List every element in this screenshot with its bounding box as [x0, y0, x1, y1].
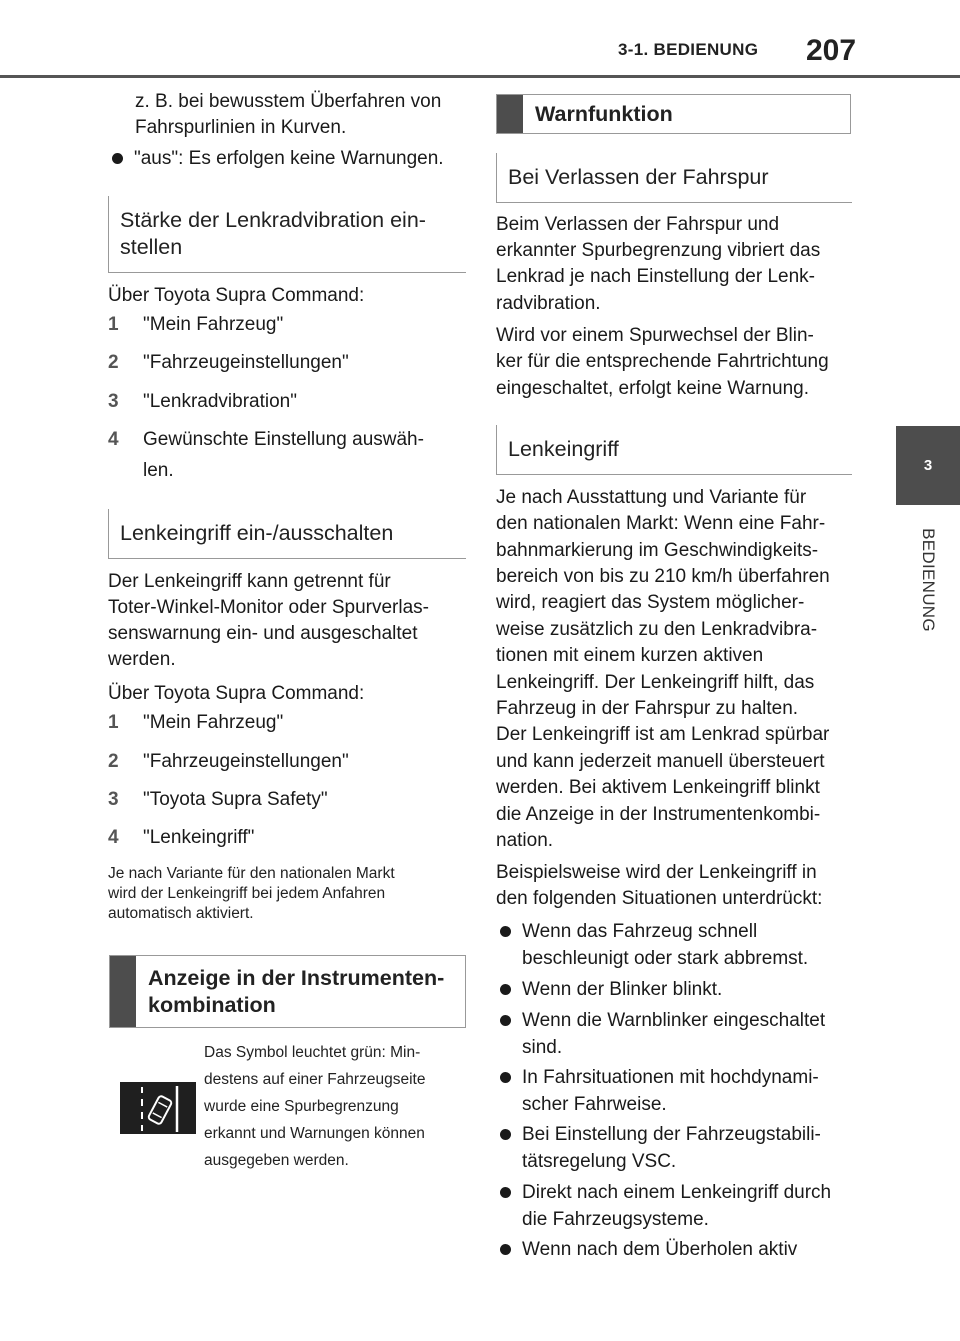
para-line: Beispielsweise wird der Lenkeingriff in [496, 862, 817, 883]
step-text: len. [143, 460, 174, 481]
step-text: Gewünschte Einstellung auswäh- [143, 429, 424, 450]
heading-warnfunktion [496, 94, 851, 134]
para-line: Wird vor einem Spurwechsel der Blin- [496, 325, 814, 346]
header-rule [0, 75, 960, 78]
bullet-line: Wenn die Warnblinker eingeschaltet [522, 1010, 826, 1031]
step-text: "Fahrzeugeinstellungen" [143, 352, 349, 373]
para-line: bahnmarkierung im Geschwindigkeits- [496, 540, 819, 561]
step-number: 4 [108, 429, 119, 450]
heading-anzeige [109, 955, 466, 1028]
para-line: wird, reagiert das System möglicher- [496, 592, 805, 613]
heading-line: Bei Verlassen der Fahrspur [508, 165, 769, 189]
bullet-line: scher Fahrweise. [522, 1093, 667, 1115]
step-item-continued [108, 458, 174, 485]
icon-desc-line: Das Symbol leuchtet grün: Min- [204, 1044, 421, 1061]
heading-bar [110, 956, 136, 1027]
step-text: "Mein Fahrzeug" [143, 712, 284, 733]
chapter-label [896, 520, 960, 640]
bullet-item [496, 1122, 821, 1175]
para-line: nation. [496, 830, 554, 851]
lane-departure-icon [120, 1082, 196, 1134]
step-item [108, 787, 328, 814]
bullet-line: Wenn der Blinker blinkt. [522, 979, 723, 1000]
bullet-line: tätsregelung VSC. [522, 1150, 677, 1172]
step-number: 3 [108, 391, 119, 412]
step-number: 2 [108, 352, 119, 373]
step-number: 1 [108, 314, 119, 335]
heading-line: Lenkeingriff [508, 437, 619, 461]
bullet-item [496, 1180, 831, 1233]
para-line: weise zusätzlich zu den Lenkradvibra- [496, 619, 818, 640]
chapter-tab[interactable]: 3 [896, 426, 960, 505]
bullet-item [496, 1065, 819, 1118]
para-line: Der Lenkeingriff ist am Lenkrad spürbar [496, 724, 830, 745]
step-number: 2 [108, 751, 119, 772]
bullet-item [496, 1008, 825, 1061]
heading-text [148, 965, 444, 1019]
heading-bar [497, 95, 523, 133]
step-item [108, 312, 283, 339]
lane-departure-icon-graphic [120, 1082, 196, 1134]
heading-line: stellen [120, 235, 183, 259]
para-line: erkannter Spurbegrenzung vibriert das [496, 240, 821, 261]
bullet-line: Wenn nach dem Überholen aktiv [522, 1239, 798, 1260]
icon-desc-line: ausgegeben werden. [204, 1152, 349, 1169]
icon-desc-line: destens auf einer Fahrzeugseite [204, 1071, 426, 1088]
para-line: ker für die entsprechende Fahrtrichtung [496, 351, 829, 372]
intro-line: z. B. bei bewusstem Überfahren von [135, 91, 442, 112]
bullet-item [496, 919, 808, 972]
para-line: bereich von bis zu 210 km/h überfahren [496, 566, 830, 587]
para-line: Beim Verlassen der Fahrspur und [496, 214, 780, 235]
step-number: 1 [108, 712, 119, 733]
step-text: "Toyota Supra Safety" [143, 789, 328, 810]
bullet-item: "aus": Es erfolgen keine Warnungen. [108, 146, 492, 173]
note-line: Je nach Variante für den nationalen Markt [108, 865, 395, 882]
step-text: "Mein Fahrzeug" [143, 314, 284, 335]
step-item [108, 427, 424, 454]
para-line: Lenkeingriff. Der Lenkeingriff hilft, das [496, 672, 815, 693]
step-text: "Lenkradvibration" [143, 391, 297, 412]
heading-text: Warnfunktion [535, 101, 673, 126]
para-line: den nationalen Markt: Wenn eine Fahr- [496, 513, 826, 534]
chapter-label-text: BEDIENUNG [919, 528, 938, 632]
para-line: Lenkrad je nach Einstellung der Lenk- [496, 266, 815, 287]
para-line: tionen mit einem kurzen aktiven [496, 645, 764, 666]
icon-desc-line: erkannt und Warnungen können [204, 1125, 425, 1142]
intro-line: Fahrspurlinien in Kurven. [135, 117, 347, 138]
para-line: eingeschaltet, erfolgt keine Warnung. [496, 378, 809, 399]
heading-line: Stärke der Lenkradvibration ein- [120, 208, 426, 232]
para-line: werden. [108, 649, 176, 670]
para-line: die Anzeige in der Instrumentenkombi- [496, 804, 821, 825]
para-line: senswarnung ein- und ausgeschaltet [108, 623, 418, 644]
note-line: wird der Lenkeingriff bei jedem Anfahren [108, 885, 386, 902]
para-line: Fahrzeug in der Fahrspur zu halten. [496, 698, 799, 719]
step-item [108, 825, 254, 852]
step-number: 3 [108, 789, 119, 810]
bullet-line: In Fahrsituationen mit hochdynami- [522, 1067, 819, 1088]
step-item [108, 749, 349, 776]
step-text: "Fahrzeugeinstellungen" [143, 751, 349, 772]
heading-vibration [108, 196, 466, 273]
heading-verlassen [496, 153, 852, 203]
bullet-line: Wenn das Fahrzeug schnell [522, 921, 758, 942]
bullet-line: sind. [522, 1036, 563, 1058]
command-intro: Über Toyota Supra Command: [108, 285, 365, 306]
step-item [108, 389, 297, 416]
para-line: Der Lenkeingriff kann getrennt für [108, 571, 391, 592]
heading-line: Anzeige in der Instrumenten- [148, 965, 445, 990]
para-line: radvibration. [496, 293, 601, 314]
page-number: 207 [806, 34, 857, 67]
para-line: den folgenden Situationen unterdrückt: [496, 888, 823, 909]
para-line: und kann jederzeit manuell übersteuert [496, 751, 825, 772]
heading-line: Lenkeingriff ein-/ausschalten [120, 521, 394, 545]
bullet-line: die Fahrzeugsysteme. [522, 1208, 709, 1230]
bullet-item [496, 977, 722, 1004]
bullet-line: Direkt nach einem Lenkeingriff durch [522, 1182, 832, 1203]
step-text: "Lenkeingriff" [143, 827, 255, 848]
bullet-line: Bei Einstellung der Fahrzeugstabili- [522, 1124, 821, 1145]
bullet-item [496, 1237, 797, 1264]
bullet-line: beschleunigt oder stark abbremst. [522, 947, 809, 969]
note-line: automatisch aktiviert. [108, 905, 254, 922]
para-line: Toter-Winkel-Monitor oder Spurverlas- [108, 597, 429, 618]
heading-line: kombination [148, 992, 276, 1017]
step-number: 4 [108, 827, 119, 848]
heading-lenkeingriff-schalten [108, 509, 466, 559]
section-title: 3-1. BEDIENUNG [618, 40, 759, 59]
icon-desc-line: wurde eine Spurbegrenzung [204, 1098, 399, 1115]
step-item [108, 710, 283, 737]
heading-lenkeingriff [496, 425, 852, 475]
para-line: Je nach Ausstattung und Variante für [496, 487, 807, 508]
command-intro: Über Toyota Supra Command: [108, 683, 365, 704]
step-item [108, 350, 349, 377]
para-line: werden. Bei aktivem Lenkeingriff blinkt [496, 777, 820, 798]
